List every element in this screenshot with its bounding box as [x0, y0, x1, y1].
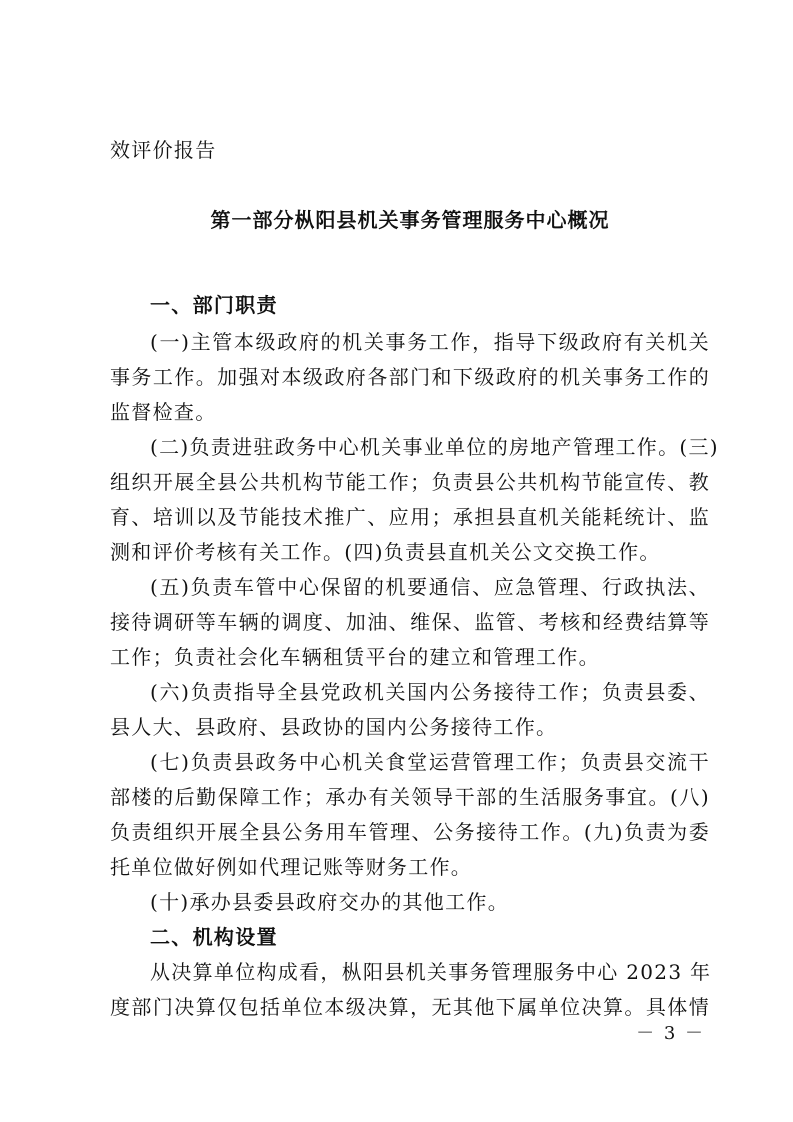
text-line: 负责组织开展全县公务用车管理、公务接待工作。(九)负责为委 — [110, 820, 710, 844]
continued-title-line: 效评价报告 — [110, 138, 217, 162]
text-line: (六)负责指导全县党政机关国内公务接待工作；负责县委、 — [150, 680, 710, 704]
text-line: (二)负责进驻政务中心机关事业单位的房地产管理工作。(三) — [150, 435, 719, 459]
text-line: 工作；负责社会化车辆租赁平台的建立和管理工作。 — [110, 645, 600, 669]
text-line: (七)负责县政务中心机关食堂运营管理工作；负责县交流干 — [150, 750, 710, 774]
text-line: (十)承办县委县政府交办的其他工作。 — [150, 890, 510, 914]
text-line: 托单位做好例如代理记账等财务工作。 — [110, 855, 473, 879]
text-line: 接待调研等车辆的调度、加油、维保、监管、考核和经费结算等 — [110, 610, 710, 634]
text-line: 育、培训以及节能技术推广、应用；承担县直机关能耗统计、监 — [110, 505, 710, 529]
text-line: 度部门决算仅包括单位本级决算，无其他下属单位决算。具体情 — [110, 995, 710, 1019]
text-line: (五)负责车管中心保留的机要通信、应急管理、行政执法、 — [150, 575, 710, 599]
part-title: 第一部分枞阳县机关事务管理服务中心概况 — [210, 208, 610, 232]
section-heading-structure: 二、机构设置 — [150, 925, 278, 949]
text-line: 事务工作。加强对本级政府各部门和下级政府的机关事务工作的 — [110, 365, 710, 389]
text-line: 部楼的后勤保障工作；承办有关领导干部的生活服务事宜。(八) — [110, 785, 710, 809]
section-heading-duties: 一、部门职责 — [150, 293, 278, 317]
page-number: － 3 － — [636, 1023, 705, 1044]
text-line: 测和评价考核有关工作。(四)负责县直机关公文交换工作。 — [110, 540, 661, 564]
text-line: 县人大、县政府、县政协的国内公务接待工作。 — [110, 715, 558, 739]
text-line: 从决算单位构成看，枞阳县机关事务管理服务中心 2023 年 — [150, 960, 712, 984]
text-line: 监督检查。 — [110, 400, 217, 424]
text-line: 组织开展全县公共机构节能工作；负责县公共机构节能宣传、教 — [110, 470, 710, 494]
text-line: (一)主管本级政府的机关事务工作，指导下级政府有关机关 — [150, 330, 710, 354]
